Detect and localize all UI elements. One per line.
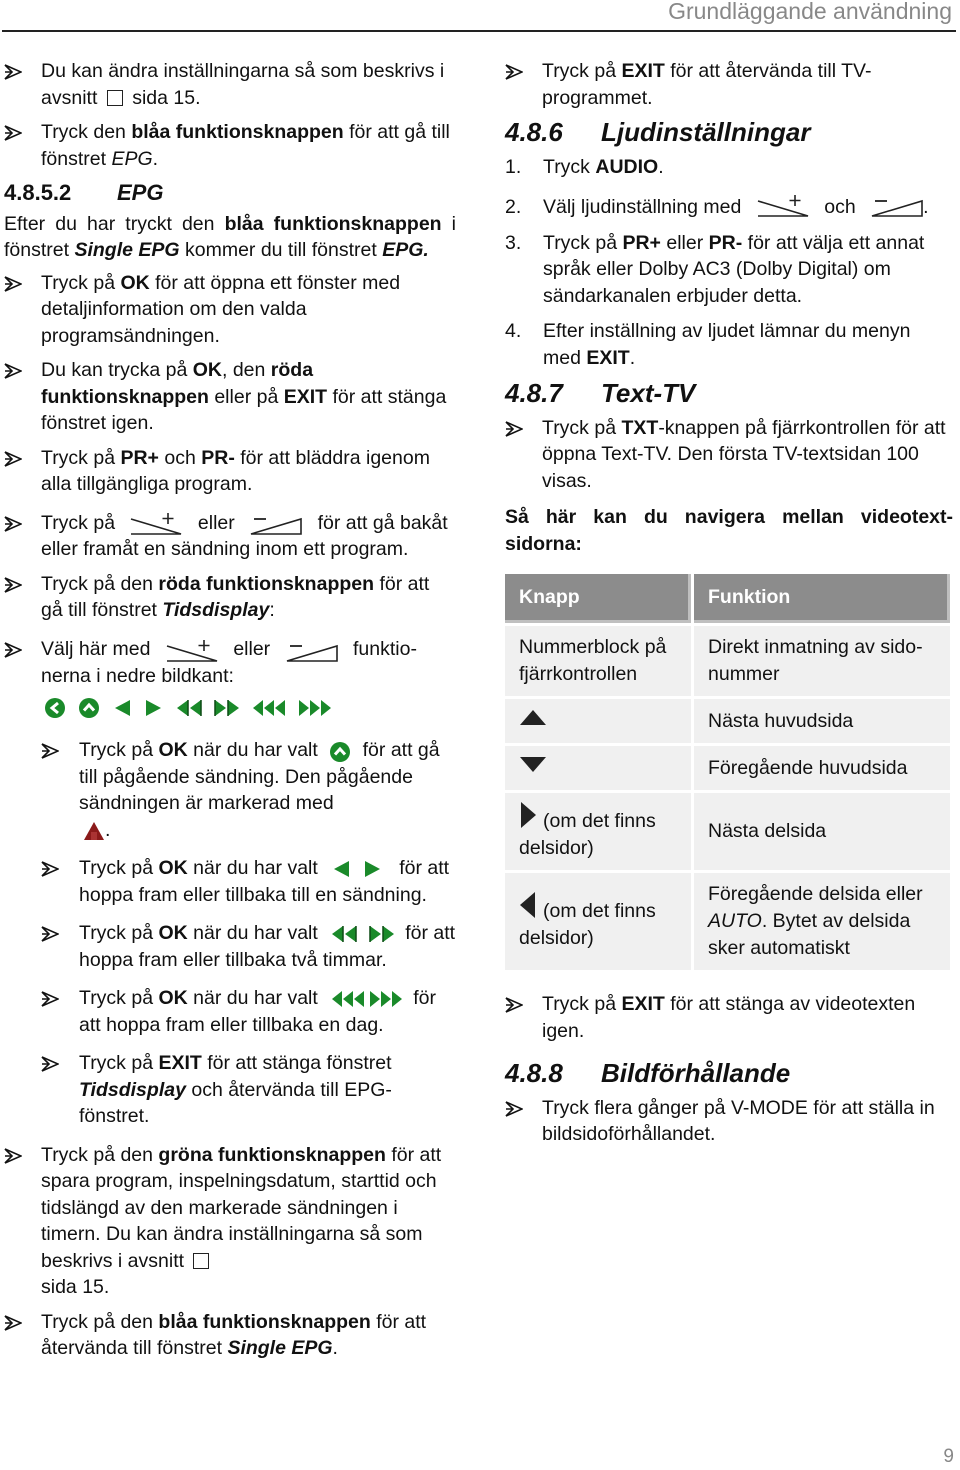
bullet-item: Du kan trycka på OK, den röda funktionsknappen eller på EXIT för att stänga fönstret igen.	[4, 357, 456, 437]
bullet-item: Tryck på TXT-knappen på fjärrkontrollen för att öppna Text-TV. Den första TV-textsidan 100 visas.	[505, 415, 953, 495]
reference-box-icon	[193, 1253, 209, 1269]
right-triangle-icon	[363, 859, 383, 879]
left-triangle-icon	[331, 859, 351, 879]
triple-right-icon	[298, 698, 332, 718]
table-cell: (om det finns delsidor)	[505, 793, 691, 870]
bullet-item: Tryck på EXIT för att stänga av videotexten igen.	[505, 991, 953, 1044]
section-heading: 4.8.6 Ljudinställningar	[505, 117, 811, 147]
double-left-icon	[176, 698, 202, 718]
volume-plus-icon	[130, 510, 182, 536]
table-row	[505, 626, 950, 696]
numbered-item: 3. Tryck på PR+ eller PR- för att välja ett annat språk eller Dolby AC3 (Dolby Digital) om sändarkanalen erbjuder detta.	[505, 231, 925, 307]
double-right-icon	[369, 924, 395, 944]
table-cell: (om det finns delsidor)	[505, 873, 691, 970]
right-arrow-icon	[519, 801, 537, 829]
bullet-item: Välj här med eller funktio-nerna i nedre bildkant:	[4, 636, 456, 689]
sub-bullet-item: Tryck på EXIT för att stänga fönstret Tidsdisplay och återvända till EPG-fönstret.	[4, 1050, 456, 1130]
sub-bullet-item: Tryck på OK när du har valt för att hoppa fram eller tillbaka två timmar.	[4, 920, 456, 973]
table-cell	[505, 699, 691, 743]
triple-left-icon	[252, 698, 286, 718]
up-arrow-icon	[519, 707, 547, 727]
numbered-item: 1. Tryck AUDIO.	[505, 155, 664, 178]
paragraph: Efter du har tryckt den blåa funktionsknappen i fönstret Single EPG kommer du till fönstret EPG.	[4, 212, 457, 261]
bullet-item: Tryck på PR+ och PR- för att bläddra igenom alla tillgängliga program.	[4, 445, 456, 498]
up-circle-icon	[329, 741, 351, 763]
numbered-item: 2. Välj ljudinställning med och .	[505, 194, 953, 221]
sub-bullet-item: Tryck på OK när du har valt för att hoppa fram eller tillbaka till en sändning.	[4, 855, 456, 908]
arrowhead-bullet-icon	[4, 445, 24, 467]
double-right-icon	[214, 698, 240, 718]
down-arrow-icon	[519, 754, 547, 774]
table-cell: Nästa delsida	[694, 793, 950, 870]
arrowhead-bullet-icon	[41, 1050, 59, 1072]
arrowhead-bullet-icon	[505, 415, 525, 437]
volume-minus-icon	[871, 192, 923, 218]
volume-plus-icon	[757, 192, 809, 218]
current-broadcast-marker-icon	[83, 821, 105, 841]
table-cell: Föregående huvudsida	[694, 746, 950, 790]
bullet-item	[4, 58, 456, 111]
text: sida 15.	[132, 86, 201, 109]
volume-minus-icon	[286, 637, 338, 663]
section-heading: 4.8.5.2 EPG	[4, 180, 164, 205]
left-column	[4, 58, 456, 1370]
table-cell	[505, 746, 691, 790]
arrowhead-bullet-icon	[505, 991, 525, 1013]
arrowhead-bullet-icon	[4, 58, 24, 80]
page-number: 9	[943, 1446, 954, 1467]
sub-bullet-item: Tryck på OK när du har valt för att gå till pågående sändning. Den pågående sändningen är markerad med .	[4, 737, 456, 843]
table-row	[505, 793, 950, 870]
arrowhead-bullet-icon	[41, 855, 59, 877]
table-header-row	[505, 574, 950, 623]
arrowhead-bullet-icon	[4, 636, 24, 658]
header-rule	[2, 30, 956, 32]
bullet-item: Tryck den blåa funktionsknappen för att gå till fönstret EPG.	[4, 119, 456, 172]
arrowhead-bullet-icon	[505, 1095, 525, 1117]
back-circle-icon	[44, 697, 66, 719]
bullet-item: Tryck på den röda funktionsknappen för att gå till fönstret Tidsdisplay:	[4, 571, 456, 624]
table-header: Knapp	[505, 574, 691, 623]
left-arrow-icon	[519, 891, 537, 919]
nav-icon-row	[44, 697, 456, 719]
table-cell: Nummerblock på fjärrkontrollen	[505, 626, 691, 696]
table-cell: Föregående delsida eller AUTO. Bytet av delsida sker automatiskt	[694, 873, 950, 970]
triple-left-icon	[331, 989, 365, 1009]
navigation-intro: Så här kan du navigera mellan videotext-sidorna:	[505, 506, 953, 555]
bullet-item: Tryck på OK för att öppna ett fönster med detaljinformation om den valda programsändningen.	[4, 270, 456, 350]
section-heading: 4.8.7 Text-TV	[505, 378, 696, 408]
arrowhead-bullet-icon	[41, 985, 59, 1007]
arrowhead-bullet-icon	[41, 920, 59, 942]
volume-plus-icon	[166, 637, 218, 663]
table-cell: Direkt inmatning av sido-nummer	[694, 626, 950, 696]
bullet-item: Tryck på eller för att gå bakåt eller framåt en sändning inom ett program.	[4, 510, 456, 563]
table-header: Funktion	[694, 574, 950, 623]
arrowhead-bullet-icon	[4, 510, 24, 532]
table-cell: Nästa huvudsida	[694, 699, 950, 743]
arrowhead-bullet-icon	[4, 357, 24, 379]
section-heading: 4.8.8 Bildförhållande	[505, 1058, 791, 1088]
table-row	[505, 746, 950, 790]
right-triangle-icon	[144, 698, 164, 718]
arrowhead-bullet-icon	[505, 58, 525, 80]
arrowhead-bullet-icon	[4, 1142, 24, 1164]
bullet-item: Tryck på EXIT för att återvända till TV-programmet.	[505, 58, 953, 111]
arrowhead-bullet-icon	[41, 737, 59, 759]
sub-bullet-item: Tryck på OK när du har valt för att hoppa fram eller tillbaka en dag.	[4, 985, 456, 1038]
bullet-item: Tryck på den gröna funktionsknappen för att spara program, inspelningsdatum, starttid och tidslängd av den markerade sändningen i timern. Du kan ändra inställningarna så som beskrivs i avsnitt sida 15.	[4, 1142, 456, 1301]
arrowhead-bullet-icon	[4, 270, 24, 292]
numbered-item: 4. Efter inställning av ljudet lämnar du menyn med EXIT.	[505, 320, 911, 369]
table-row	[505, 873, 950, 970]
arrowhead-bullet-icon	[4, 1309, 24, 1331]
teletext-navigation-table	[502, 571, 953, 973]
table-row	[505, 699, 950, 743]
up-circle-icon	[78, 697, 100, 719]
right-column	[505, 58, 953, 1156]
arrowhead-bullet-icon	[4, 119, 24, 141]
triple-right-icon	[369, 989, 403, 1009]
arrowhead-bullet-icon	[4, 571, 24, 593]
double-left-icon	[331, 924, 357, 944]
left-triangle-icon	[112, 698, 132, 718]
reference-box-icon	[107, 90, 123, 106]
volume-minus-icon	[250, 510, 302, 536]
bullet-item: Tryck på den blåa funktionsknappen för att återvända till fönstret Single EPG.	[4, 1309, 456, 1362]
text: Du kan ändra inställningarna så som beskrivs i avsnitt	[41, 60, 445, 109]
bullet-item: Tryck flera gånger på V-MODE för att ställa in bildsidoförhållandet.	[505, 1095, 953, 1148]
running-header: Grundläggande användning	[668, 0, 952, 24]
